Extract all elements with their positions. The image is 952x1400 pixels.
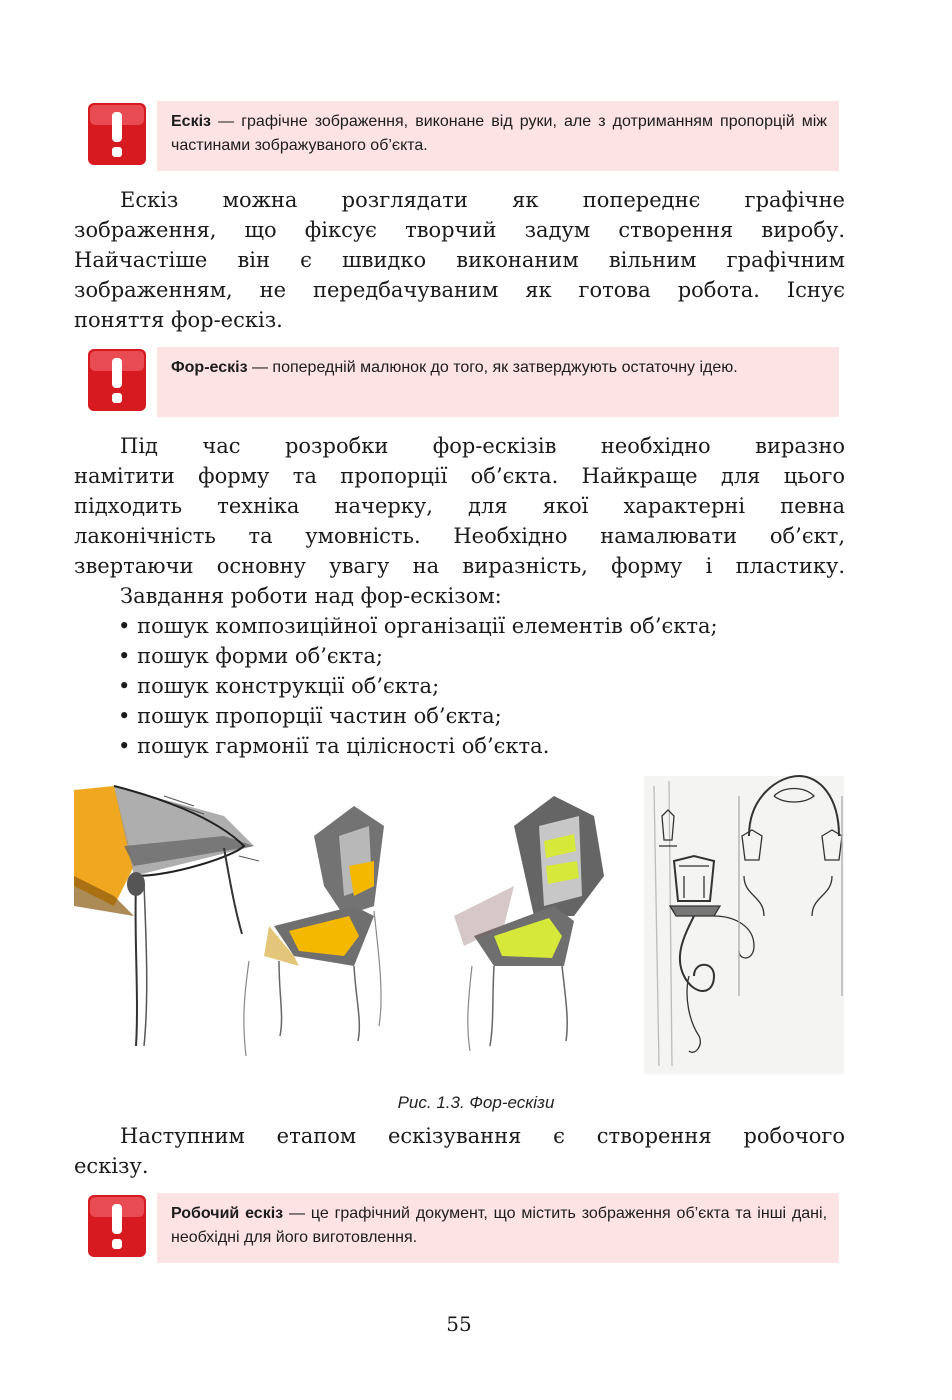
page-number: 55 [446, 1312, 472, 1336]
text-line: Найчастіше він є швидко виконаним вільним графічним [74, 248, 845, 272]
tasks-list [118, 611, 718, 761]
tasks-intro: Завдання роботи над фор-ескізом: [120, 584, 502, 608]
text-line: лаконічність та умовність. Необхідно намалювати об’єкт, [74, 524, 845, 548]
text-line: зображення, що фіксує творчий задум створення виробу. [74, 218, 845, 242]
definition-term: Фор-ескіз [171, 359, 248, 376]
chair-sketch-3 [454, 796, 604, 1051]
definition-term: Ескіз [171, 113, 211, 130]
definition-box [157, 1193, 839, 1263]
text-line: Наступним етапом ескізування є створення робочого [120, 1124, 845, 1148]
list-item [118, 671, 718, 701]
paragraph-2 [74, 431, 845, 581]
figure-caption: Рис. 1.3. Фор-ескізи [397, 1093, 555, 1112]
chair-sketch-2 [244, 806, 384, 1056]
definition-robochyi-eskiz [88, 1193, 839, 1263]
text-line: ескізу. [74, 1154, 149, 1178]
bullet: • [118, 674, 131, 698]
definition-box [157, 101, 839, 171]
exclamation-warning-icon [88, 103, 146, 165]
list-item-text: пошук композиційної організації елементів об’єкта; [137, 614, 718, 638]
definition-box [157, 347, 839, 417]
bullet: • [118, 704, 131, 728]
bullet: • [118, 614, 131, 638]
definition-text: — це графічний документ, що містить зображення об’єкта та інші дані, необхідні для його виготовлення. [171, 1205, 828, 1246]
for-eskiz-sketches-figure [74, 766, 844, 1074]
paragraph-1 [74, 185, 845, 335]
text-line: Ескіз можна розглядати як попереднє графічне [120, 188, 845, 212]
paragraph-3 [74, 1121, 845, 1181]
list-item [118, 701, 718, 731]
text-line: звертаючи основну увагу на виразність, форму і пластику. [74, 554, 845, 578]
list-item-text: пошук конструкції об’єкта; [137, 674, 440, 698]
chair-sketch-1 [74, 786, 259, 1046]
definition-text: — попередній малюнок до того, як затверджують остаточну ідею. [247, 359, 738, 376]
list-item-text: пошук форми об’єкта; [137, 644, 383, 668]
text-line: підходить техніка начерку, для якої характерні певна [74, 494, 845, 518]
text-line: Під час розробки фор-ескізів необхідно виразно [120, 434, 845, 458]
bullet: • [118, 644, 131, 668]
list-item [118, 641, 718, 671]
definition-text: — графічне зображення, виконане від руки, але з дотриманням пропорцій між частинами зображуваного об’єкта. [171, 113, 827, 154]
text-line: поняття фор-ескіз. [74, 308, 283, 332]
list-item [118, 611, 718, 641]
lantern-sketches [644, 776, 844, 1074]
text-line: намітити форму та пропорції об’єкта. Найкраще для цього [74, 464, 845, 488]
list-item-text: пошук гармонії та цілісності об’єкта. [137, 734, 550, 758]
definition-eskiz [88, 101, 839, 171]
exclamation-warning-icon [88, 349, 146, 411]
list-item-text: пошук пропорції частин об’єкта; [137, 704, 502, 728]
definition-for-eskiz [88, 347, 839, 417]
list-item [118, 731, 718, 761]
bullet: • [118, 734, 131, 758]
exclamation-warning-icon [88, 1195, 146, 1257]
definition-term: Робочий ескіз [171, 1205, 284, 1222]
text-line: зображенням, не передбачуваним як готова робота. Існує [74, 278, 845, 302]
